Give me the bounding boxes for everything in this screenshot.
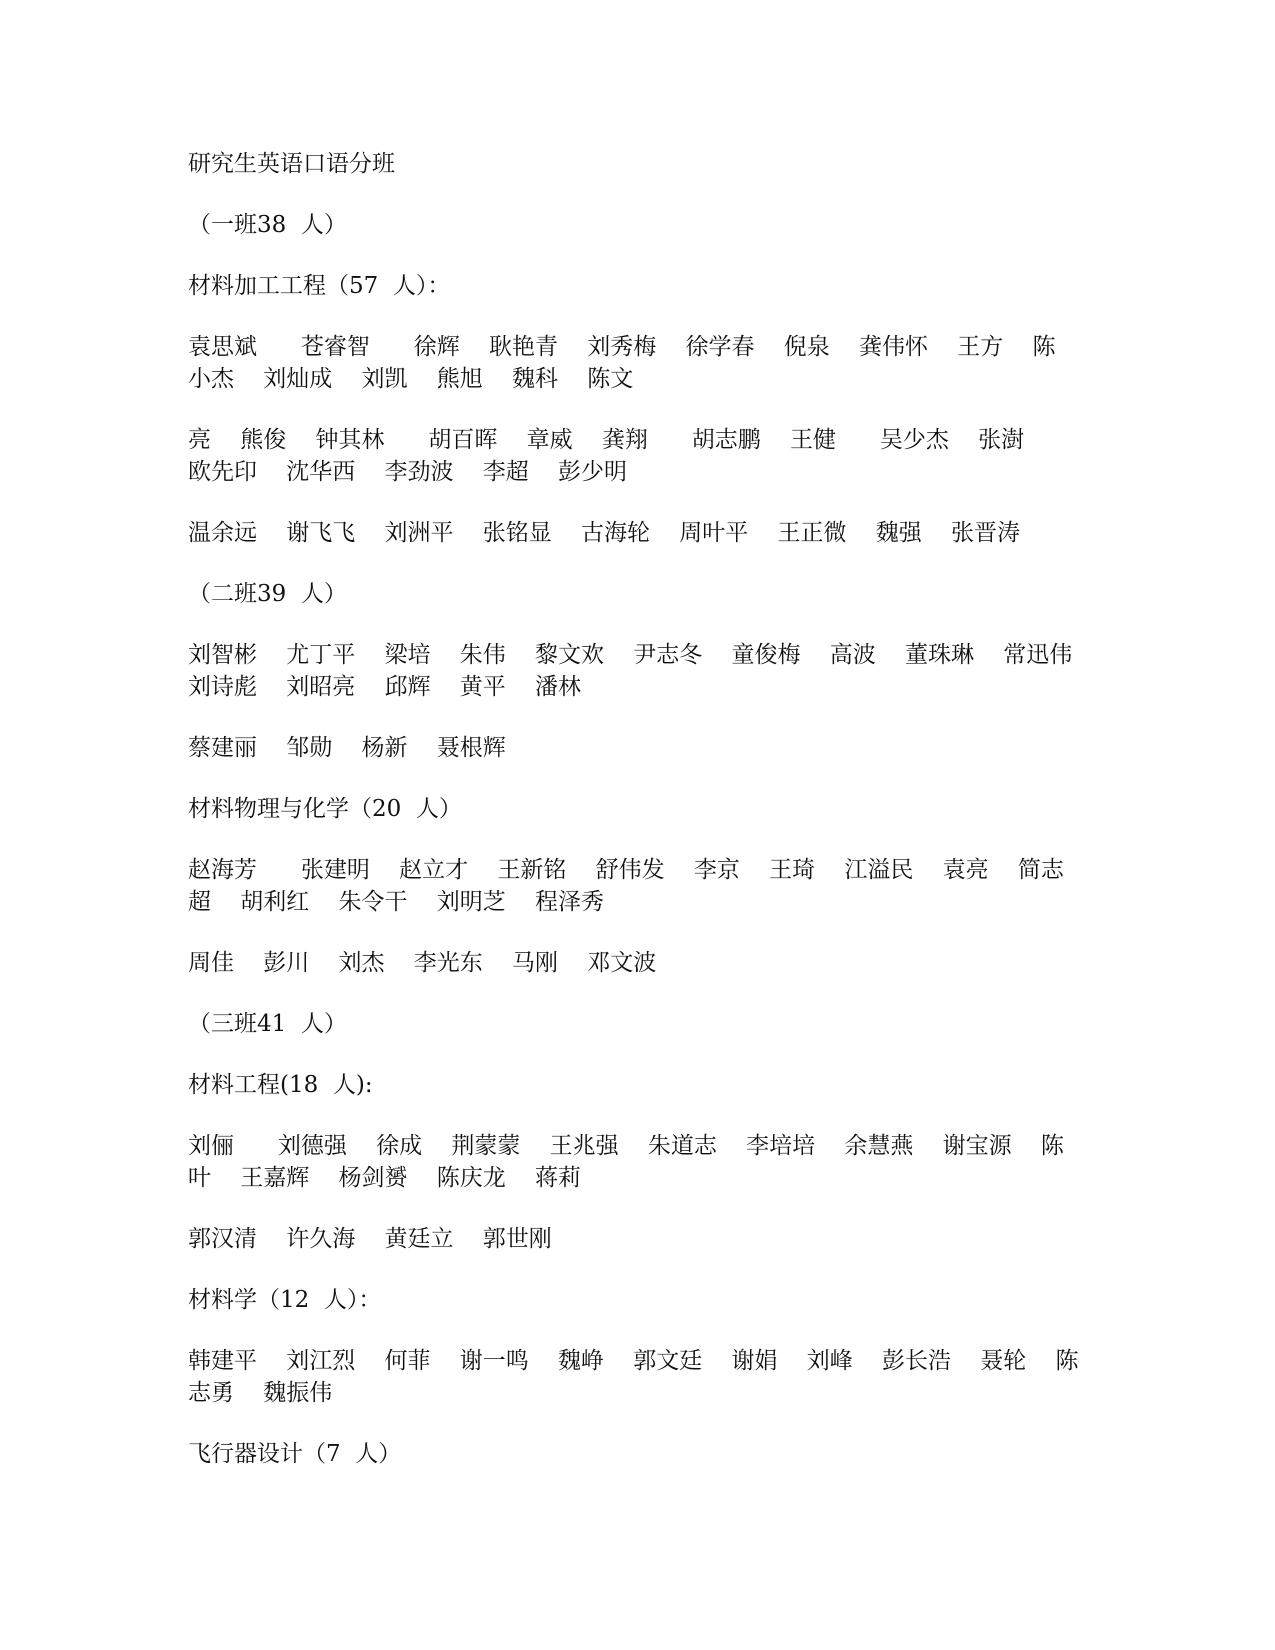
spacer: [188, 1194, 1088, 1223]
major-heading: 材料工程(18 人):: [188, 1072, 373, 1098]
spacer: [188, 488, 1088, 517]
name-list: [188, 1130, 1088, 1194]
name-line: 赵海芳 张建明 赵立才 王新铭 舒伟发 李京 王琦 江溢民 袁亮 简志: [188, 857, 1064, 883]
spacer: [188, 180, 1088, 209]
name-line: 小杰 刘灿成 刘凯 熊旭 魏科 陈文: [188, 366, 634, 392]
spacer: [188, 764, 1088, 793]
major-heading: 飞行器设计（7 人）: [188, 1441, 402, 1467]
document-content: [188, 148, 1088, 1470]
major-heading: 材料物理与化学（20 人）: [188, 796, 462, 822]
spacer: [188, 979, 1088, 1008]
name-line: 韩建平 刘江烈 何菲 谢一鸣 魏峥 郭文廷 谢娟 刘峰 彭长浩 聂轮 陈: [188, 1348, 1079, 1374]
major-heading: 材料学（12 人）：: [188, 1287, 382, 1313]
name-line: 刘俪 刘德强 徐成 荆蒙蒙 王兆强 朱道志 李培培 余慧燕 谢宝源 陈: [188, 1133, 1064, 1159]
name-line: 温余远 谢飞飞 刘洲平 张铭显 古海轮 周叶平 王正微 魏强 张晋涛: [188, 520, 1020, 546]
spacer: [188, 703, 1088, 732]
name-list: [188, 424, 1088, 488]
name-line: 叶 王嘉辉 杨剑赟 陈庆龙 蒋莉: [188, 1165, 581, 1191]
class-heading-1: （一班38 人）: [188, 212, 347, 238]
spacer: [188, 1409, 1088, 1438]
name-line: 周佳 彭川 刘杰 李光东 马刚 邓文波: [188, 950, 657, 976]
name-line: 郭汉清 许久海 黄廷立 郭世刚: [188, 1226, 552, 1252]
name-line: 欧先印 沈华西 李劲波 李超 彭少明: [188, 459, 627, 485]
spacer: [188, 1316, 1088, 1345]
spacer: [188, 1101, 1088, 1130]
document-title: 研究生英语口语分班: [188, 151, 395, 177]
class-heading-2: （二班39 人）: [188, 581, 347, 607]
name-line: 亮 熊俊 钟其林 胡百晖 章威 龚翔 胡志鹏 王健 吴少杰 张澍: [188, 427, 1025, 453]
name-line: 超 胡利红 朱令干 刘明芝 程泽秀: [188, 889, 604, 915]
spacer: [188, 241, 1088, 270]
spacer: [188, 1040, 1088, 1069]
spacer: [188, 610, 1088, 639]
name-line: 蔡建丽 邹勋 杨新 聂根辉: [188, 735, 506, 761]
spacer: [188, 825, 1088, 854]
name-list: [188, 854, 1088, 918]
name-line: 袁思斌 苍睿智 徐辉 耿艳青 刘秀梅 徐学春 倪泉 龚伟怀 王方 陈: [188, 334, 1056, 360]
spacer: [188, 395, 1088, 424]
spacer: [188, 1255, 1088, 1284]
spacer: [188, 302, 1088, 331]
name-line: 志勇 魏振伟: [188, 1380, 333, 1406]
spacer: [188, 918, 1088, 947]
class-heading-3: （三班41 人）: [188, 1011, 347, 1037]
major-heading: 材料加工工程（57 人）：: [188, 273, 451, 299]
name-list: [188, 1345, 1088, 1409]
name-line: 刘诗彪 刘昭亮 邱辉 黄平 潘林: [188, 674, 581, 700]
name-list: [188, 639, 1088, 703]
spacer: [188, 549, 1088, 578]
name-line: 刘智彬 尤丁平 梁培 朱伟 黎文欢 尹志冬 童俊梅 高波 董珠琳 常迅伟: [188, 642, 1073, 668]
name-list: [188, 331, 1088, 395]
